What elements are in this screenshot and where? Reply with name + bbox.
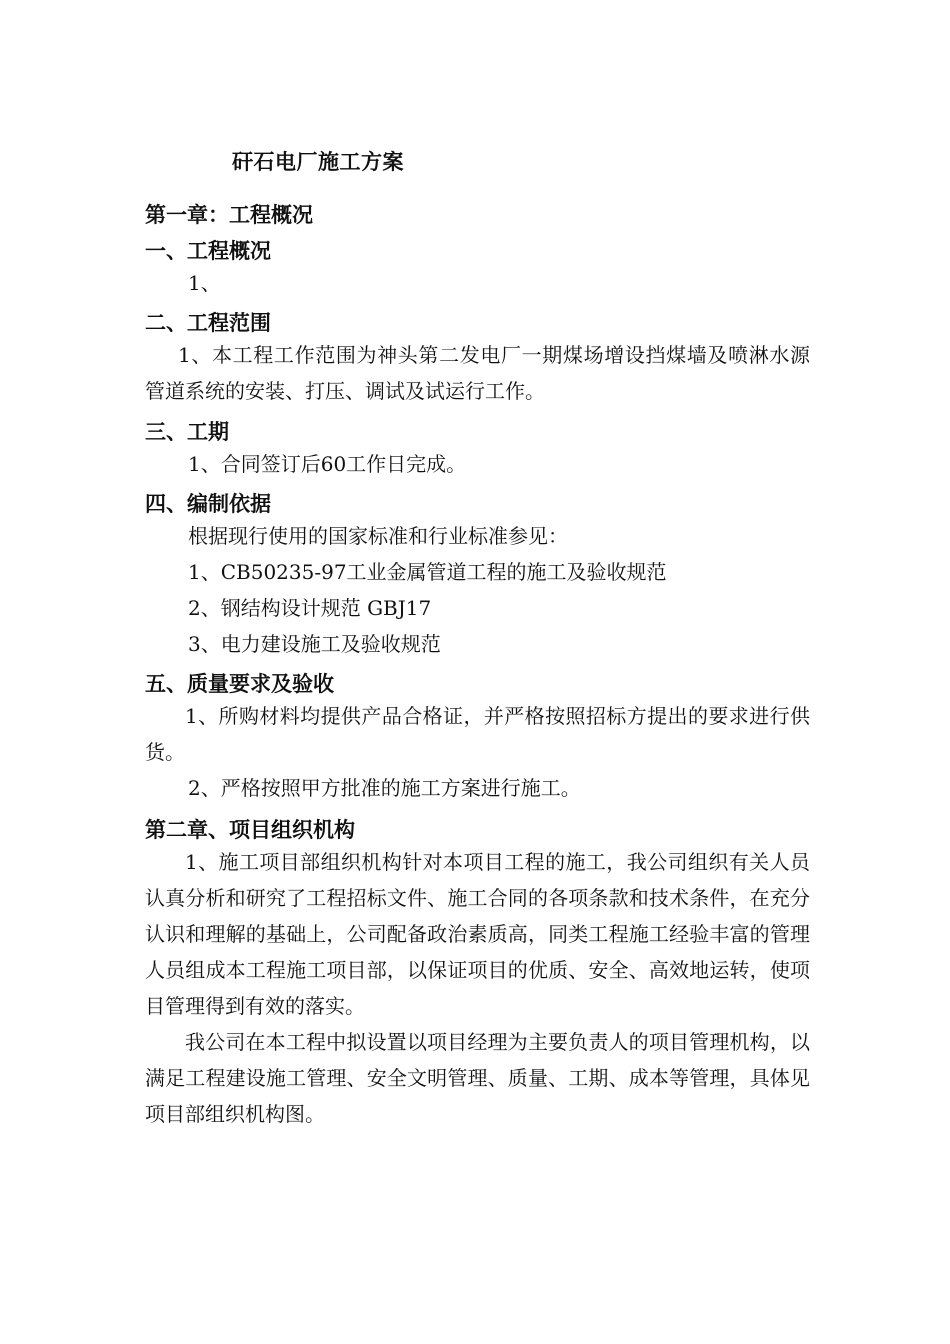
section4-heading: 四、编制依据 [145,492,271,516]
section4-item-3: 3、电力建设施工及验收规范 [188,632,441,656]
section4-item-1: 1、CB50235-97工业金属管道工程的施工及验收规范 [188,560,667,584]
section1-heading: 一、工程概况 [145,239,271,263]
chapter2-paragraph-1: 1、施工项目部组织机构针对本项目工程的施工，我公司组织有关人员认真分析和研究了工程招标文件、施工合同的各项条款和技术条件，在充分认识和理解的基础上，公司配备政治素质高，同类工程施工经验丰富的管理人员组成本工程施工项目部，以保证项目的优质、安全、高效地运转，使项目管理得到有效的落实。 [145,850,810,1018]
section5-item-2: 2、严格按照甲方批准的施工方案进行施工。 [188,776,581,800]
section5-heading: 五、质量要求及验收 [145,672,334,696]
section2-heading: 二、工程范围 [145,311,271,335]
section2-text: 1、本工程工作范围为神头第二发电厂一期煤场增设挡煤墙及喷淋水源管道系统的安装、打压、调试及试运行工作。 [145,343,810,403]
chapter1-heading: 第一章：工程概况 [145,203,313,227]
section4-intro: 根据现行使用的国家标准和行业标准参见： [188,524,568,548]
page-title: 矸石电厂施工方案 [232,150,404,174]
section5-item-1: 1、所购材料均提供产品合格证，并严格按照招标方提出的要求进行供货。 [145,704,810,764]
section4-item-2: 2、钢结构设计规范 GBJ17 [188,596,432,620]
section3-text: 1、合同签订后60工作日完成。 [188,452,467,476]
chapter2-paragraph-2: 我公司在本工程中拟设置以项目经理为主要负责人的项目管理机构，以满足工程建设施工管理、安全文明管理、质量、工期、成本等管理，具体见项目部组织机构图。 [145,1030,810,1126]
section3-heading: 三、工期 [145,420,229,444]
chapter2-heading: 第二章、项目组织机构 [145,818,355,842]
section1-item: 1、 [188,271,221,295]
